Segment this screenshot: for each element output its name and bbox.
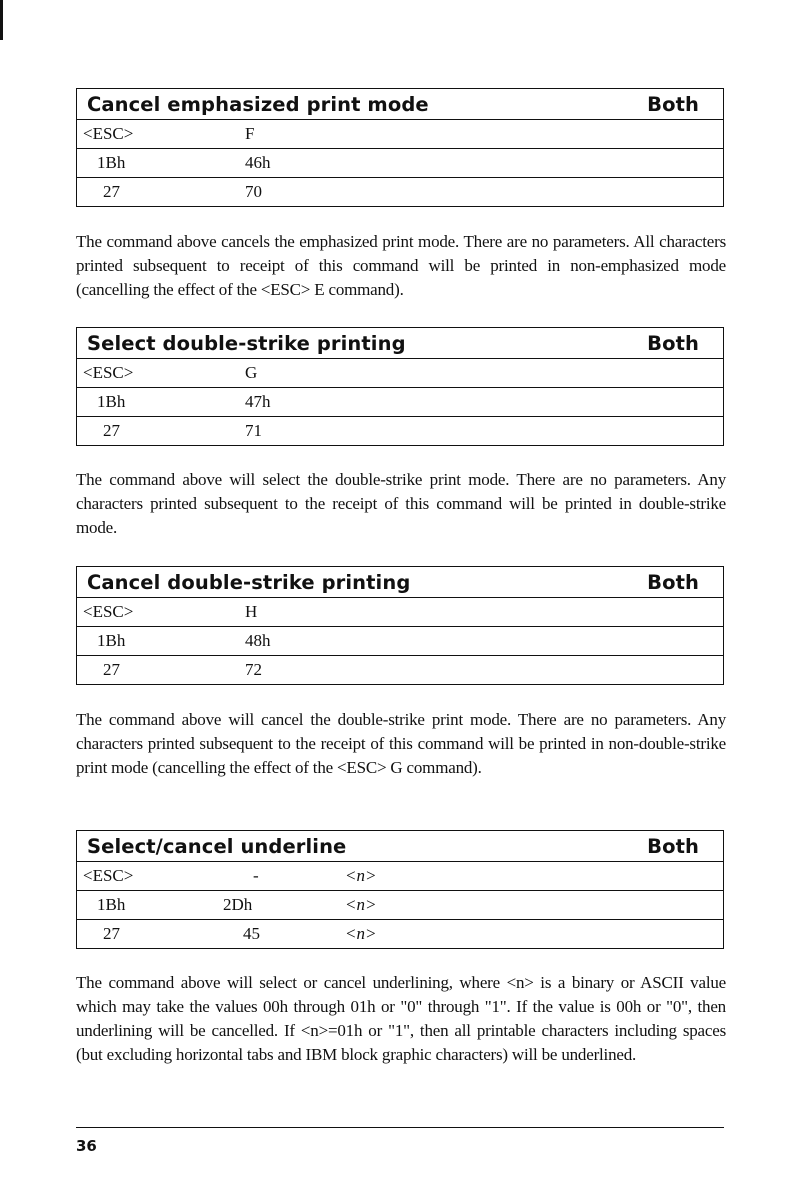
code-decimal-param: 72 — [245, 660, 262, 679]
code-decimal-param: 71 — [245, 421, 262, 440]
command-description: The command above will select the double-strike print mode. There are no parameters. Any characters printed subsequent to the receipt of this command will be printed in double-strike mode. — [76, 470, 726, 537]
margin-rule — [0, 0, 3, 40]
code-decimal: 27 — [103, 182, 120, 201]
code-decimal-param: 45 — [243, 924, 260, 943]
table-row — [77, 120, 723, 149]
command-mode: Both — [647, 570, 699, 594]
code-decimal-arg: <n> — [345, 924, 377, 943]
code-ascii: <ESC> — [83, 363, 134, 382]
command-title: Select/cancel underline — [87, 834, 347, 858]
table-row — [77, 149, 723, 178]
code-decimal: 27 — [103, 421, 120, 440]
code-hex-param: 48h — [245, 631, 271, 650]
table-row — [77, 598, 723, 627]
command-table-cancel-double-strike — [76, 566, 724, 685]
code-ascii-param: - — [253, 866, 259, 885]
command-table-select-cancel-underline — [76, 830, 724, 949]
table-row — [77, 178, 723, 206]
page-number: 36 — [76, 1137, 97, 1155]
command-header — [77, 831, 723, 862]
table-row — [77, 388, 723, 417]
command-description: The command above will select or cancel underlining, where <n> is a binary or ASCII value which may take the values 00h through 01h or "0" through "1". If the value is 00h or "0", then underlining will be cancelled. If <n>=01h or "1", then all printable characters including spaces (but excluding horizontal tabs and IBM block graphic characters) will be underlined. — [76, 973, 726, 1064]
code-ascii-arg: <n> — [345, 866, 377, 885]
code-decimal: 27 — [103, 924, 120, 943]
code-ascii: <ESC> — [83, 124, 134, 143]
command-mode: Both — [647, 331, 699, 355]
code-hex-arg: <n> — [345, 895, 377, 914]
table-row — [77, 920, 723, 948]
code-decimal-param: 70 — [245, 182, 262, 201]
code-ascii-param: G — [245, 363, 258, 382]
table-row — [77, 891, 723, 920]
code-hex-param: 2Dh — [223, 895, 253, 914]
command-mode: Both — [647, 92, 699, 116]
table-row — [77, 627, 723, 656]
table-row — [77, 862, 723, 891]
code-ascii-param: H — [245, 602, 258, 621]
command-title: Select double-strike printing — [87, 331, 406, 355]
command-header — [77, 89, 723, 120]
code-hex: 1Bh — [97, 392, 126, 411]
code-ascii: <ESC> — [83, 602, 134, 621]
code-hex-param: 46h — [245, 153, 271, 172]
command-table-select-double-strike — [76, 327, 724, 446]
code-hex: 1Bh — [97, 895, 126, 914]
command-description: The command above cancels the emphasized print mode. There are no parameters. All characters printed subsequent to receipt of this command will be printed in non-emphasized mode (cancelling the effect of the <ESC> E command). — [76, 232, 726, 299]
command-mode: Both — [647, 834, 699, 858]
code-hex: 1Bh — [97, 153, 126, 172]
command-header — [77, 567, 723, 598]
command-header — [77, 328, 723, 359]
command-title: Cancel emphasized print mode — [87, 92, 429, 116]
footer-rule — [76, 1127, 724, 1128]
command-table-cancel-emphasized — [76, 88, 724, 207]
table-row — [77, 656, 723, 684]
code-hex-param: 47h — [245, 392, 271, 411]
table-row — [77, 417, 723, 445]
table-row — [77, 359, 723, 388]
command-title: Cancel double-strike printing — [87, 570, 411, 594]
code-hex: 1Bh — [97, 631, 126, 650]
code-ascii: <ESC> — [83, 866, 134, 885]
code-ascii-param: F — [245, 124, 255, 143]
code-decimal: 27 — [103, 660, 120, 679]
command-description: The command above will cancel the double-strike print mode. There are no parameters. Any characters printed subsequent to the receipt of this command will be printed in non-double-strike print mode (cancelling the effect of the <ESC> G command). — [76, 710, 726, 777]
